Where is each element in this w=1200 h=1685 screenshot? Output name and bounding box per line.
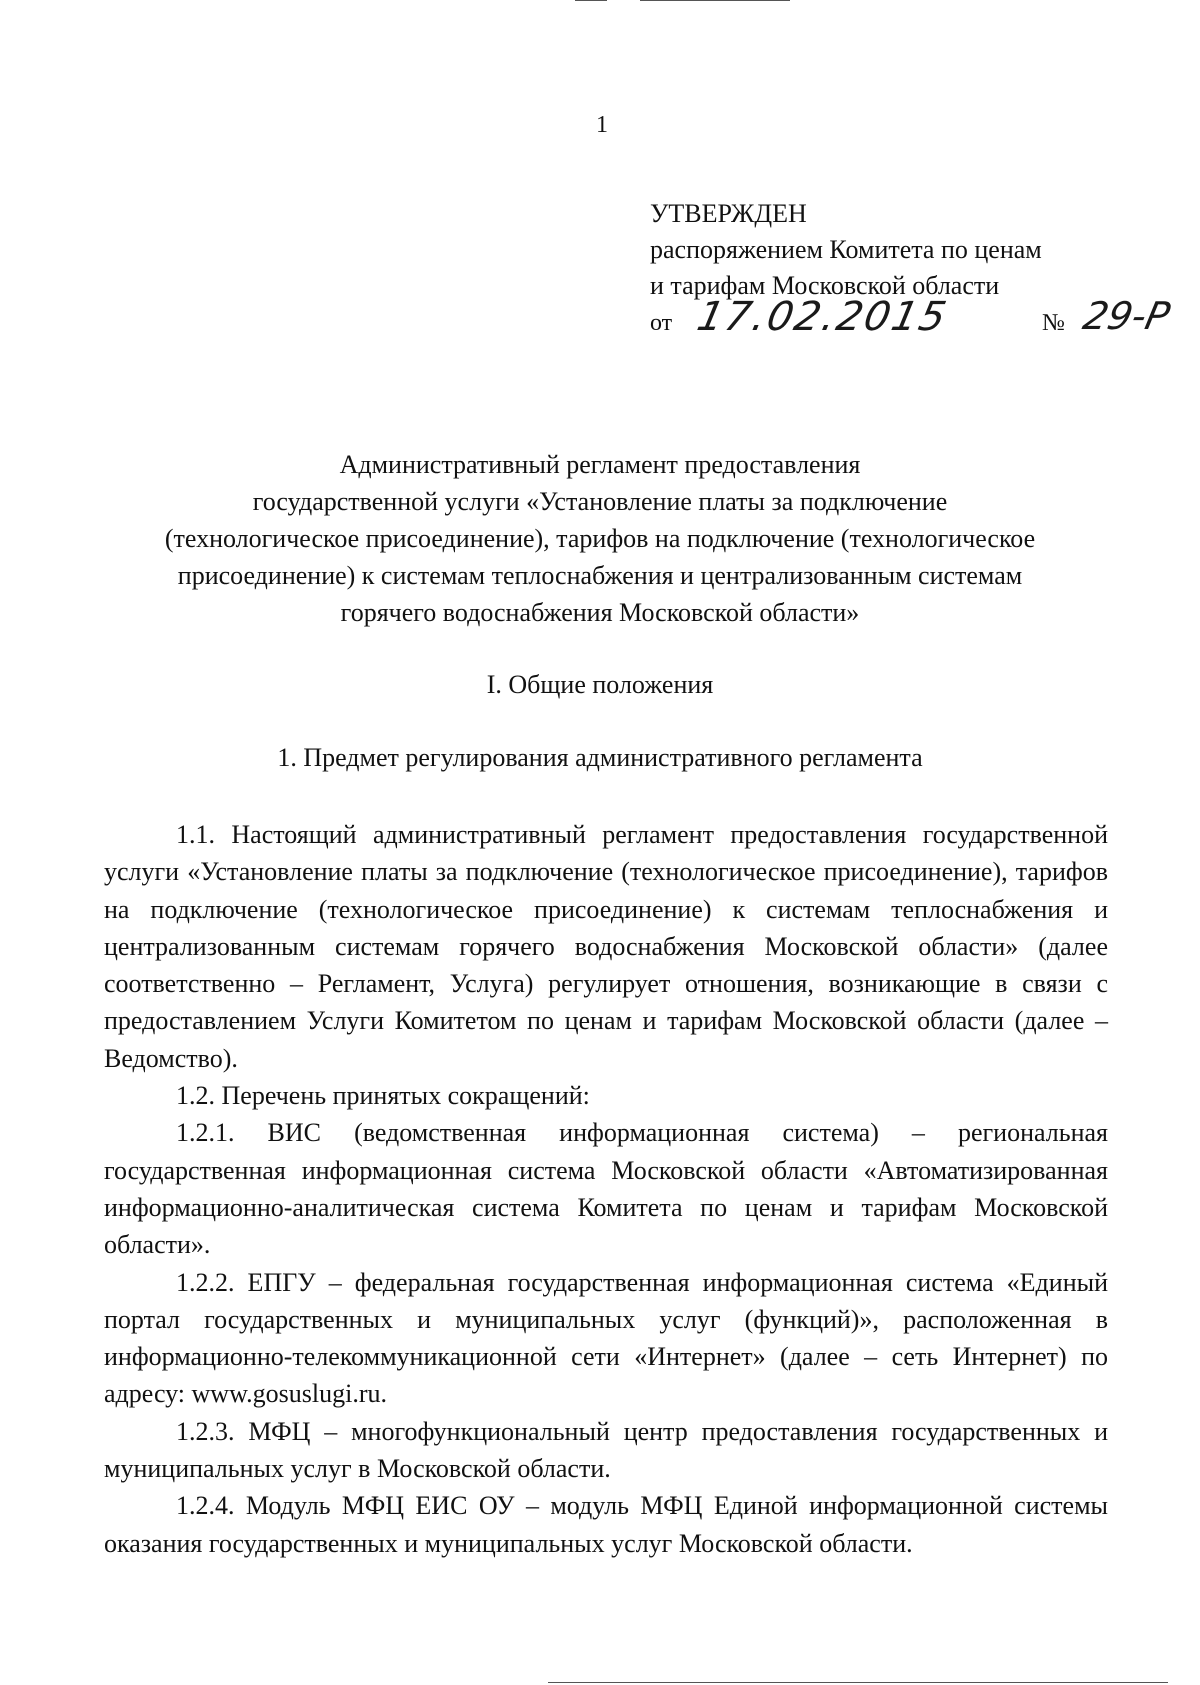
title-line-5: горячего водоснабжения Московской области» <box>340 598 860 627</box>
date-prefix: от <box>650 310 673 336</box>
paragraph-1-1: 1.1. Настоящий административный регламент предоставления государственной услуги «Установление платы за подключение (технологическое присоединение), тарифов на подключение (технологическое присоединение) к системам теплоснабжения и централизованным системам горячего водоснабжения Московской области» (далее соответственно – Регламент, Услуга) регулирует отношения, возникающие в связи с предоставлением Услуги Комитетом по ценам и тарифам Московской области (далее – Ведомство). <box>104 820 1108 1073</box>
document-body <box>104 816 1108 1562</box>
paragraph-1-2: 1.2. Перечень принятых сокращений: <box>176 1081 590 1111</box>
document-title <box>100 446 1100 631</box>
paragraph-1-2-4: 1.2.4. Модуль МФЦ ЕИС ОУ – модуль МФЦ Единой информационной системы оказания государственных и муниципальных услуг Московской области. <box>104 1491 1108 1558</box>
number-sign: № <box>1042 310 1065 336</box>
approval-date-row <box>650 294 1190 348</box>
section-heading: I. Общие положения <box>486 670 714 699</box>
page-number: 1 <box>596 112 608 138</box>
handwritten-number: 29-Р <box>1079 294 1174 338</box>
approval-heading: УТВЕРЖДЕН <box>650 199 807 228</box>
approval-line-2: и тарифам Московской области <box>650 271 1000 300</box>
approval-block <box>650 196 1042 304</box>
title-line-2: государственной услуги «Установление платы за подключение <box>252 487 948 516</box>
approval-line-1: распоряжением Комитета по ценам <box>650 235 1042 264</box>
scan-edge-bottom <box>548 1682 1168 1683</box>
handwritten-date: 17.02.2015 <box>693 294 952 340</box>
scan-edge-top-2 <box>640 0 790 1</box>
title-line-4: присоединение) к системам теплоснабжения и централизованным системам <box>177 561 1023 590</box>
subsection-heading: 1. Предмет регулирования административного регламента <box>277 743 923 772</box>
title-line-3: (технологическое присоединение), тарифов на подключение (технологическое <box>164 524 1036 553</box>
paragraph-1-2-1: 1.2.1. ВИС (ведомственная информационная система) – региональная государственная информационная система Московской области «Автоматизированная информационно-аналитическая система Комитета по ценам и тарифам Московской области». <box>104 1118 1108 1260</box>
paragraph-1-2-3: 1.2.3. МФЦ – многофункциональный центр предоставления государственных и муниципальных услуг в Московской области. <box>104 1416 1108 1484</box>
paragraph-1-2-2: 1.2.2. ЕПГУ – федеральная государственная информационная система «Единый портал государственных и муниципальных услуг (функций)», расположенная в информационно-телекоммуникационной сети «Интернет» (далее – сеть Интернет) по адресу: www.gosuslugi.ru. <box>104 1267 1108 1409</box>
title-line-1: Административный регламент предоставления <box>339 450 861 479</box>
scan-edge-top-1 <box>575 0 607 1</box>
